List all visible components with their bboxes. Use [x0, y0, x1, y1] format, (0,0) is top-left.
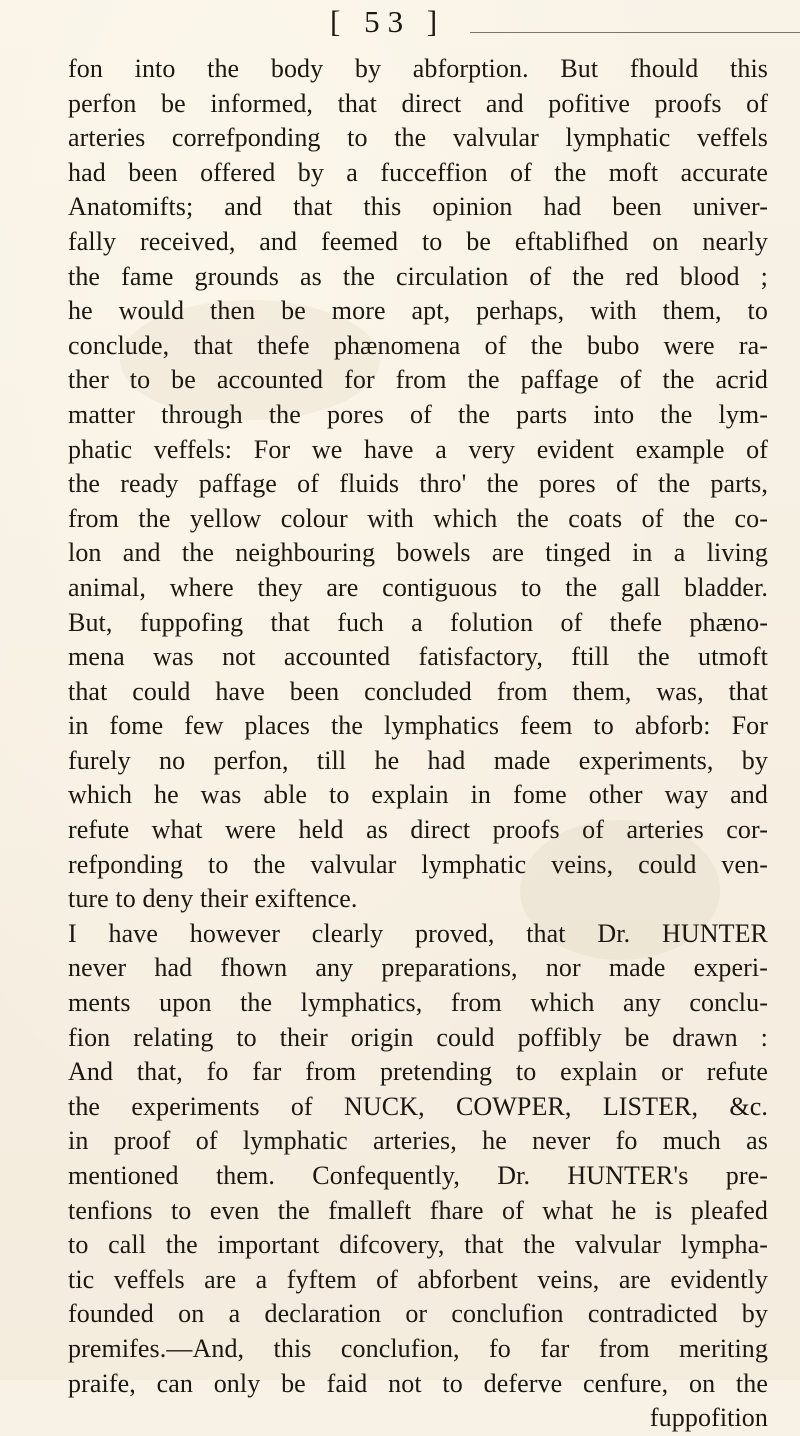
- text-line: And that, fo far from pretending to explain or refute: [68, 1057, 768, 1087]
- text-line: perfon be informed, that direct and pofitive proofs of: [68, 88, 768, 118]
- text-line: refponding to the valvular lymphatic veins, could ven-: [68, 849, 768, 879]
- catchword: fuppofition: [649, 1403, 768, 1433]
- text-line: premifes.—And, this conclufion, fo far from meriting: [68, 1333, 768, 1363]
- text-line: arteries correfponding to the valvular lymphatic veffels: [68, 123, 768, 153]
- text-line: fion relating to their origin could poffibly be drawn :: [68, 1022, 768, 1052]
- text-line: animal, where they are contiguous to the gall bladder.: [68, 572, 768, 602]
- text-line: praife, can only be faid not to deferve cenfure, on the: [68, 1368, 768, 1398]
- text-line: never had fhown any preparations, nor made experi-: [68, 953, 768, 983]
- text-line: in fome few places the lymphatics feem to abforb: For: [68, 711, 768, 741]
- text-line: the fame grounds as the circulation of the red blood ;: [68, 261, 768, 291]
- text-line: tic veffels are a fyftem of abforbent veins, are evidently: [68, 1264, 768, 1294]
- text-line: he would then be more apt, perhaps, with them, to: [68, 296, 768, 326]
- text-line: phatic veffels: For we have a very evident example of: [68, 434, 768, 464]
- header-rule: [470, 32, 800, 33]
- text-line: from the yellow colour with which the coats of the co-: [68, 503, 768, 533]
- page-header: [0, 4, 800, 50]
- text-line: fally received, and feemed to be eftablifhed on nearly: [68, 226, 768, 256]
- text-line: tenfions to even the fmalleft fhare of what he is pleafed: [68, 1195, 768, 1225]
- text-line: matter through the pores of the parts into the lym-: [68, 399, 768, 429]
- text-line: I have however clearly proved, that Dr. HUNTER: [68, 918, 768, 948]
- text-line: mena was not accounted fatisfactory, ftill the utmoft: [68, 642, 768, 672]
- text-line: lon and the neighbouring bowels are tinged in a living: [68, 538, 768, 568]
- text-line: furely no perfon, till he had made experiments, by: [68, 745, 768, 775]
- text-line: conclude, that thefe phænomena of the bubo were ra-: [68, 330, 768, 360]
- text-line: in proof of lymphatic arteries, he never fo much as: [68, 1126, 768, 1156]
- text-line: But, fuppofing that fuch a folution of thefe phæno-: [68, 607, 768, 637]
- text-line: ments upon the lymphatics, from which any conclu-: [68, 988, 768, 1018]
- text-line: the ready paffage of fluids thro' the pores of the parts,: [68, 469, 768, 499]
- text-line: ture to deny their exiftence.: [68, 884, 358, 914]
- body-text: [68, 52, 768, 1436]
- page-number: [ 53 ]: [330, 4, 446, 39]
- text-line: founded on a declaration or conclufion contradicted by: [68, 1299, 768, 1329]
- text-line: fon into the body by abforption. But fhould this: [68, 54, 768, 83]
- text-line: had been offered by a fucceffion of the moft accurate: [68, 157, 768, 187]
- text-line: to call the important difcovery, that the valvular lympha-: [68, 1230, 768, 1260]
- text-line: Anatomifts; and that this opinion had been univer-: [68, 192, 768, 222]
- text-line: ther to be accounted for from the paffage of the acrid: [68, 365, 768, 395]
- text-line: refute what were held as direct proofs of arteries cor-: [68, 815, 768, 845]
- text-line: which he was able to explain in fome other way and: [68, 780, 768, 810]
- text-line: the experiments of NUCK, COWPER, LISTER, &c.: [68, 1091, 768, 1121]
- text-line: that could have been concluded from them, was, that: [68, 676, 768, 706]
- text-line: mentioned them. Confequently, Dr. HUNTER's pre-: [68, 1161, 768, 1190]
